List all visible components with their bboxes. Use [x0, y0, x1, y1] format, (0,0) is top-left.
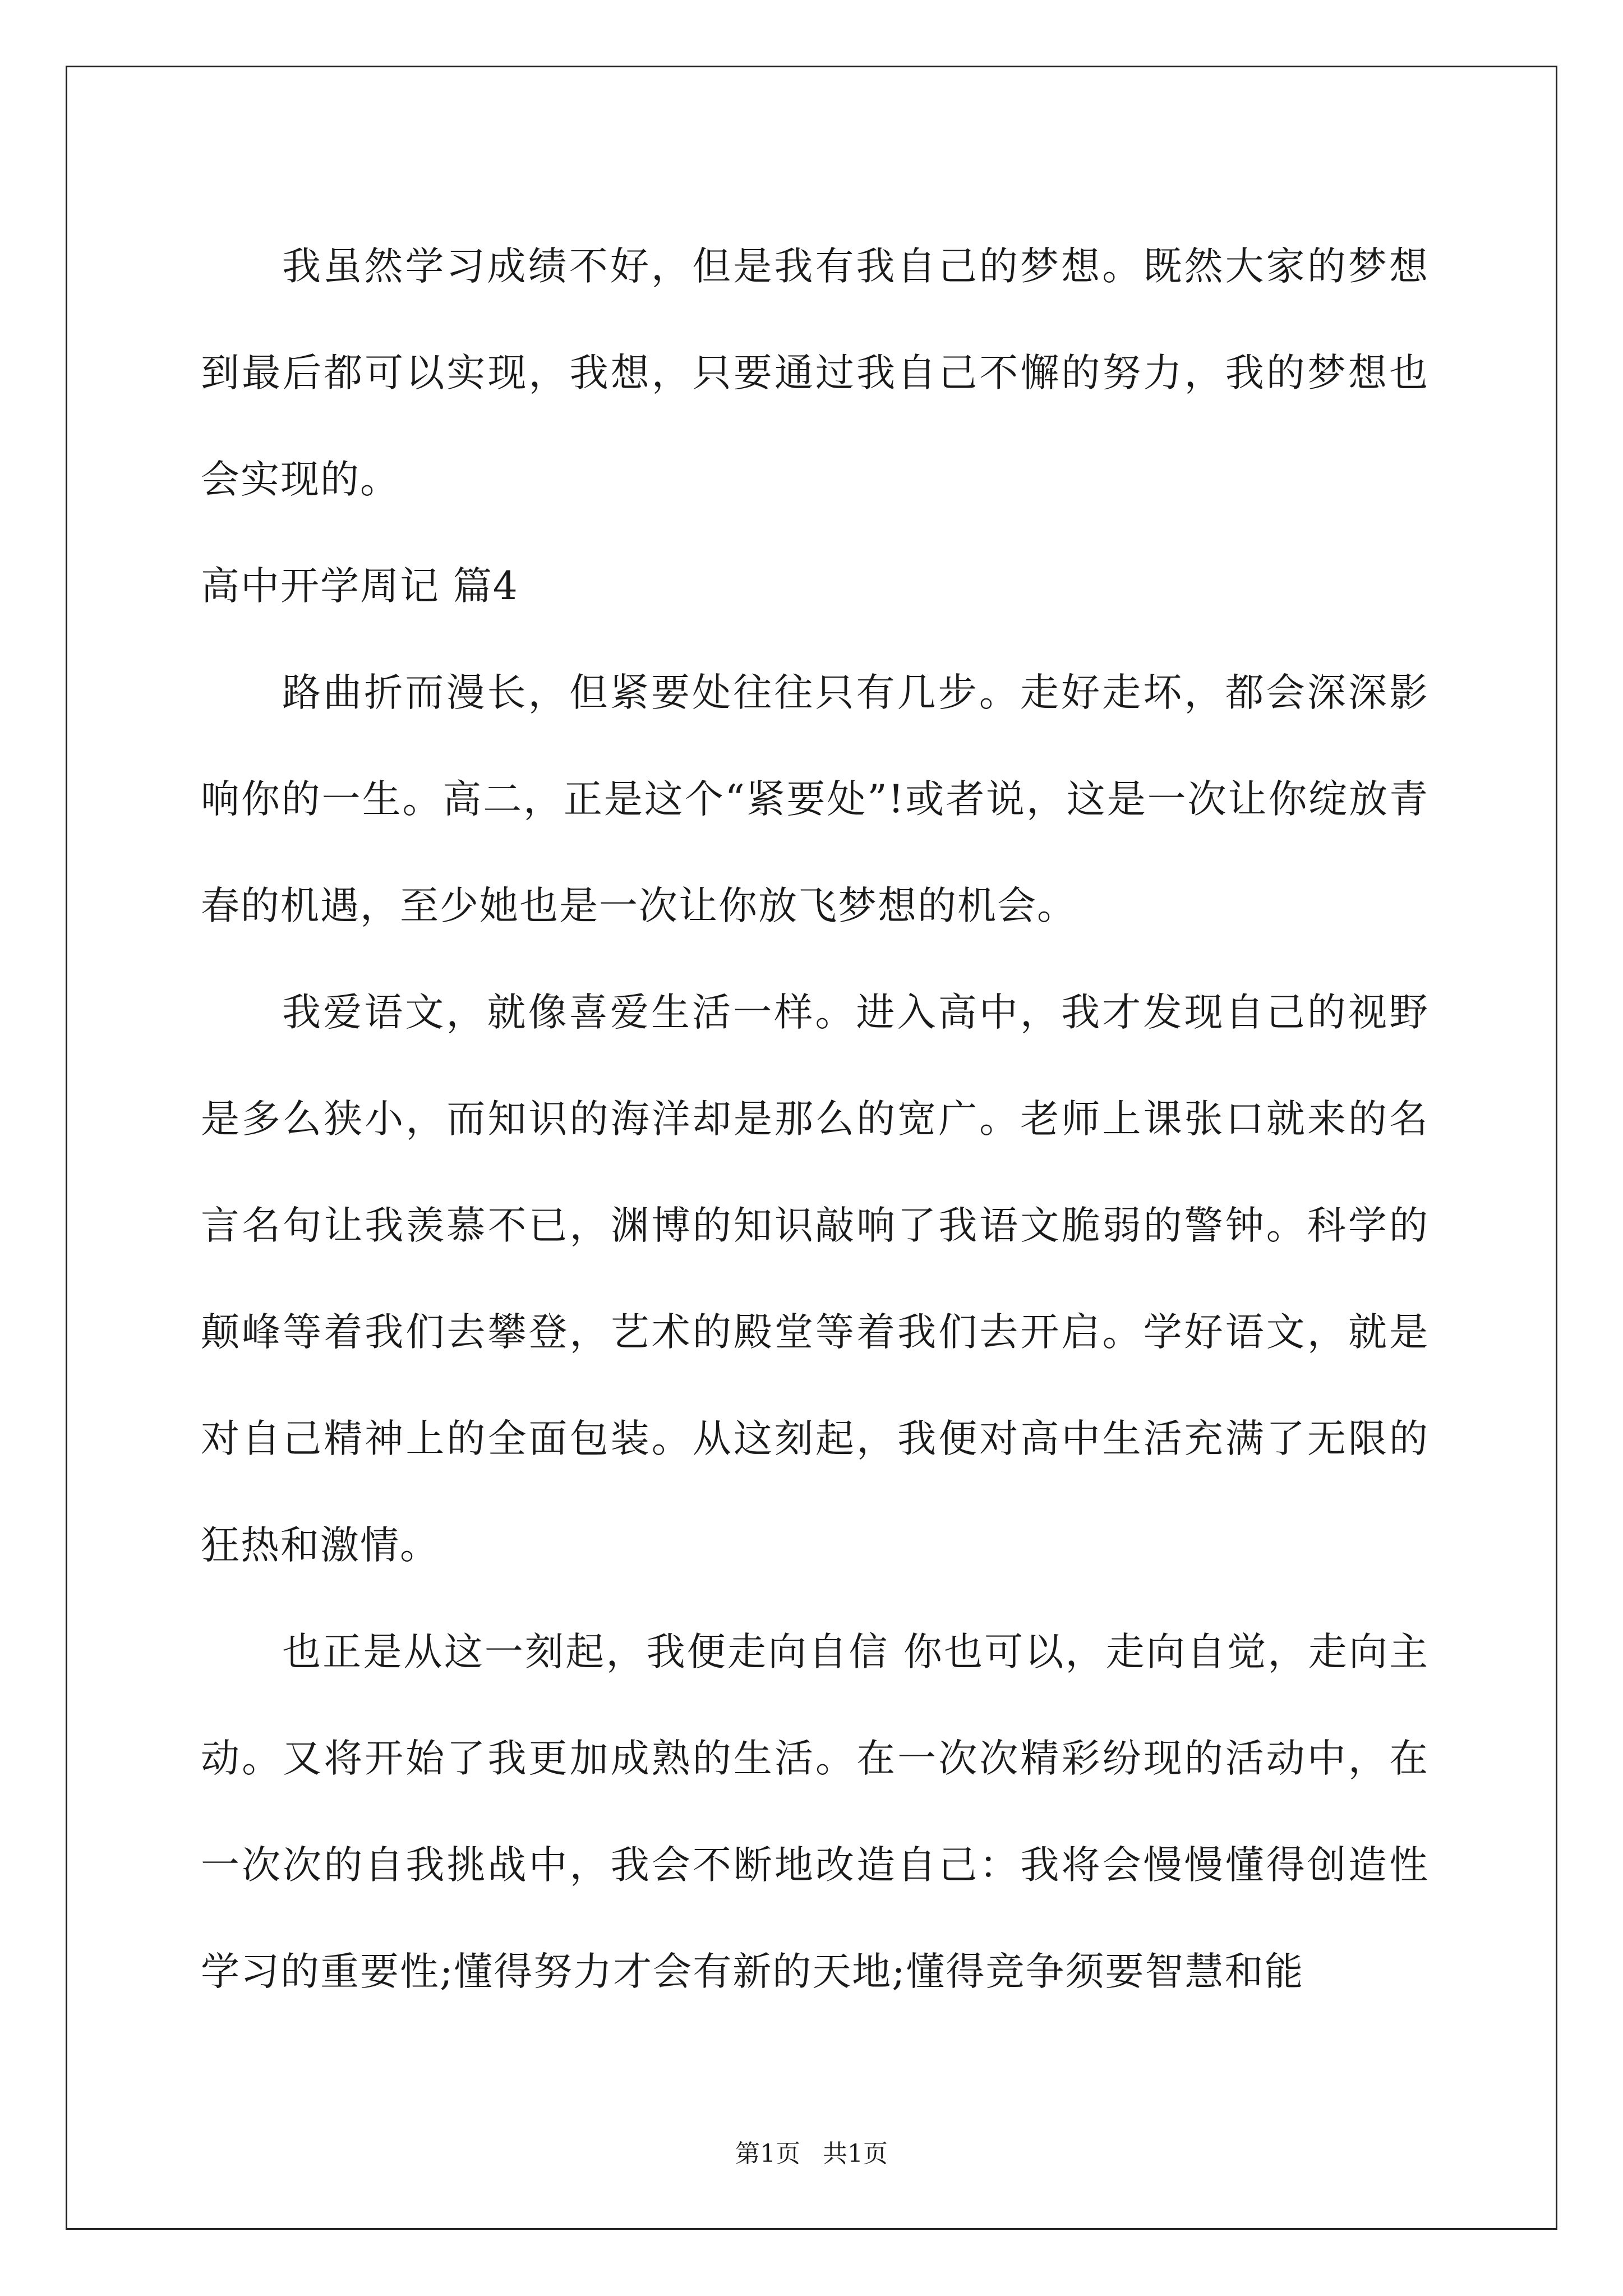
page-total: 共1页 — [823, 2139, 888, 2168]
page-number: 第1页 — [735, 2139, 800, 2168]
paragraph-4: 也正是从这一刻起，我便走向自信 你也可以，走向自觉，走向主动。又将开始了我更加成熟的生活。在一次次精彩纷现的活动中，在一次次的自我挑战中，我会不断地改造自己：我将会慢慢懂得创造性学习的重要性;懂得努力才会有新的天地;懂得竞争须要智慧和能 — [201, 1630, 1429, 1994]
paragraph-2: 路曲折而漫长，但紧要处往往只有几步。走好走坏，都会深深影响你的一生。高二，正是这个“紧要处”!或者说，这是一次让你绽放青春的机遇，至少她也是一次让你放飞梦想的机会。 — [201, 670, 1429, 928]
page-footer — [0, 2137, 1623, 2171]
paragraph-1: 我虽然学习成绩不好，但是我有我自己的梦想。既然大家的梦想到最后都可以实现，我想，只要通过我自己不懈的努力，我的梦想也会实现的。 — [201, 244, 1429, 502]
document-body — [201, 213, 1429, 2025]
paragraph-3: 我爱语文，就像喜爱生活一样。进入高中，我才发现自己的视野是多么狭小，而知识的海洋却是那么的宽广。老师上课张口就来的名言名句让我羡慕不已，渊博的知识敲响了我语文脆弱的警钟。科学的颠峰等着我们去攀登，艺术的殿堂等着我们去开启。学好语文，就是对自己精神上的全面包装。从这刻起，我便对高中生活充满了无限的狂热和激情。 — [201, 990, 1429, 1568]
section-heading: 高中开学周记 篇4 — [201, 564, 519, 609]
